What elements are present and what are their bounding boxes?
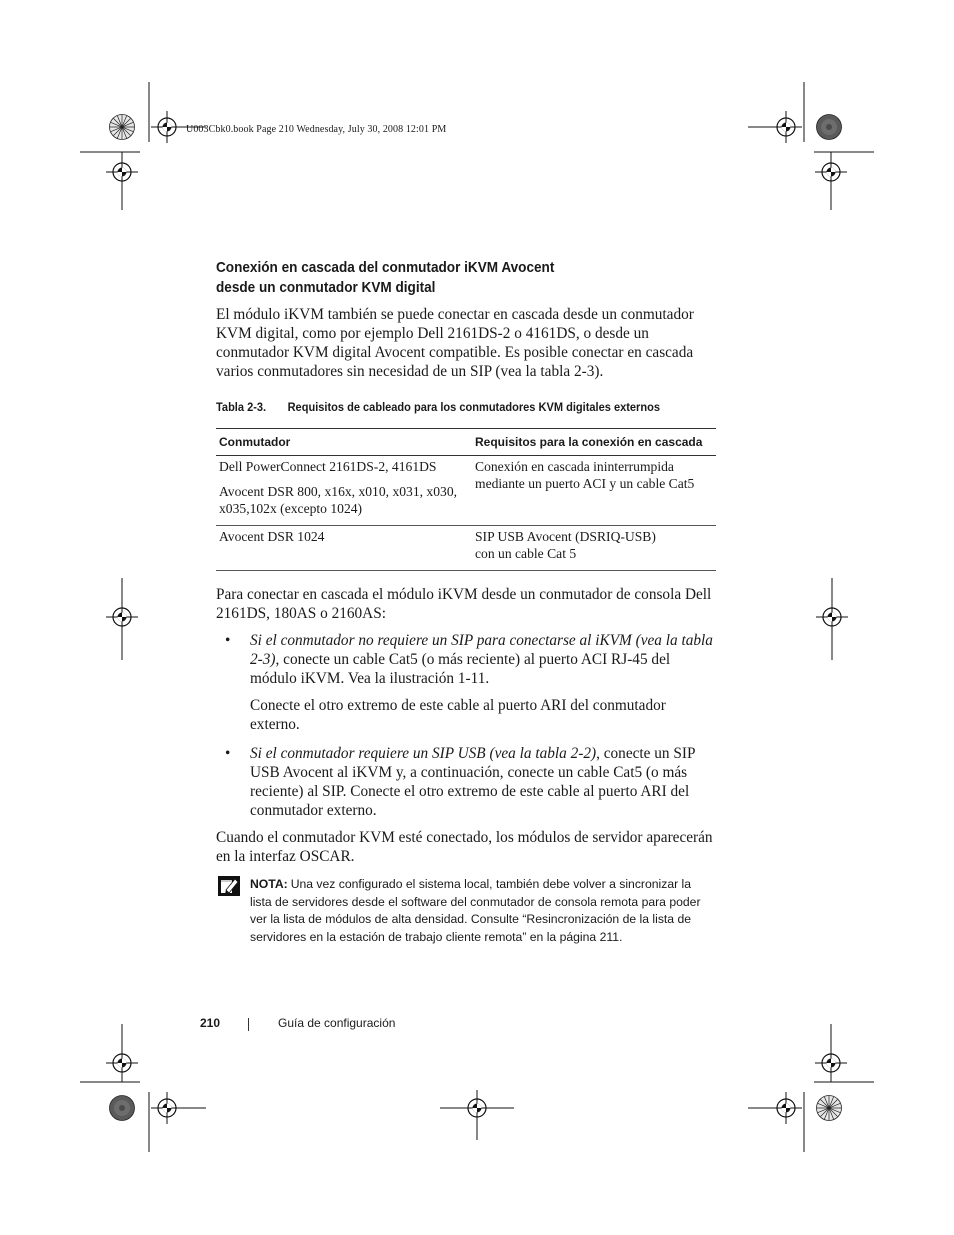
list-item-subparagraph: Conecte el otro extremo de este cable al puerto ARI del conmutador externo.	[250, 697, 666, 733]
list-item-text: , conecte un cable Cat5 (o más reciente) al puerto ACI RJ-45 del módulo iKVM. Vea la ilustración 1-11.	[250, 651, 671, 687]
color-wheel-icon	[110, 1096, 135, 1121]
column-header-requirements: Requisitos para la conexión en cascada	[472, 429, 716, 456]
bullet-icon: •	[225, 745, 231, 762]
requirement-line: con un cable Cat 5	[475, 546, 577, 561]
crop-mark-top-left	[80, 82, 206, 210]
instruction-list	[216, 744, 716, 820]
crop-mark-top-right	[748, 82, 874, 210]
table-header-row	[216, 429, 716, 456]
registration-mark-icon	[106, 1047, 138, 1079]
note-text	[250, 876, 716, 946]
table-caption-number: Tabla 2-3.	[216, 400, 267, 414]
list-item-condition: Si el conmutador no requiere un SIP para conectarse al iKVM (vea la tabla 2-3)	[250, 632, 713, 668]
table-cell-switch	[216, 456, 472, 526]
footer-title: Guía de configuración	[278, 1016, 396, 1030]
registration-mark-icon	[106, 601, 138, 633]
table-caption-title: Requisitos de cableado para los conmutadores KVM digitales externos	[287, 400, 660, 414]
page-number: 210	[200, 1016, 221, 1030]
note-label: NOTA:	[250, 877, 288, 891]
bullet-icon: •	[225, 632, 231, 649]
registration-mark-icon	[151, 1092, 183, 1124]
section-heading-line1: Conexión en cascada del conmutador iKVM Avocent	[216, 260, 555, 276]
list-item-condition: Si el conmutador requiere un SIP USB (vea la tabla 2-2)	[250, 745, 597, 762]
switch-name: Dell PowerConnect 2161DS-2, 4161DS	[219, 459, 437, 474]
registration-mark-icon	[816, 601, 848, 633]
registration-mark-icon	[461, 1092, 493, 1124]
table-row	[216, 526, 716, 571]
column-header-switch: Conmutador	[216, 429, 472, 456]
list-item	[216, 631, 716, 688]
requirement-line: SIP USB Avocent (DSRIQ-USB)	[475, 529, 656, 544]
registration-mark-icon	[770, 111, 802, 143]
page-content	[216, 258, 716, 946]
print-header: U003Cbk0.book Page 210 Wednesday, July 30, 2008 12:01 PM	[186, 124, 447, 135]
closing-paragraph: Cuando el conmutador KVM esté conectado, los módulos de servidor aparecerán en la interfaz OSCAR.	[216, 829, 713, 865]
table-cell-switch: Avocent DSR 1024	[216, 526, 472, 571]
switch-name: Avocent DSR 800, x16x, x010, x031, x030, x035,102x (excepto 1024)	[219, 484, 458, 516]
registration-mark-icon	[106, 156, 138, 188]
registration-mark-icon	[815, 1047, 847, 1079]
instruction-list	[216, 631, 716, 688]
color-wheel-icon	[817, 115, 842, 140]
table-row	[216, 456, 716, 526]
registration-mark-icon	[815, 156, 847, 188]
registration-mark-icon	[770, 1092, 802, 1124]
section-heading	[216, 258, 681, 298]
table-cell-requirement: Conexión en cascada ininterrumpida mediante un puerto ACI y un cable Cat5	[472, 456, 716, 526]
color-wheel-icon	[817, 1096, 842, 1121]
cabling-requirements-table	[216, 428, 716, 571]
crop-mark-bottom-left	[80, 1024, 206, 1152]
table-caption	[216, 399, 676, 415]
note-pencil-icon	[218, 876, 240, 896]
color-wheel-icon	[110, 115, 135, 140]
crop-mark-bottom-right	[748, 1024, 874, 1152]
list-item-text: , conecte un SIP USB Avocent al iKVM y, a continuación, conecte un cable Cat5 (o más reciente) al SIP. Conecte el otro extremo de este cable al puerto ARI del conmutador externo.	[250, 745, 695, 819]
table-cell-requirement	[472, 526, 716, 571]
note-box	[216, 876, 716, 946]
registration-mark-icon	[151, 111, 183, 143]
note-body: Una vez configurado el sistema local, también debe volver a sincronizar la lista de servidores desde el software del conmutador de consola remota para poder ver la lista de módulos de alta densidad. Consulte “Resincronización de la lista de servidores en la estación de trabajo cliente remota” en la página 211.	[250, 877, 701, 944]
cascade-instructions-intro: Para conectar en cascada el módulo iKVM desde un conmutador de consola Dell 2161DS, 180AS o 2160AS:	[216, 586, 712, 622]
list-item	[216, 744, 716, 820]
section-heading-line2: desde un conmutador KVM digital	[216, 280, 436, 296]
intro-paragraph: El módulo iKVM también se puede conectar en cascada desde un conmutador KVM digital, como por ejemplo Dell 2161DS-2 o 4161DS, o desde un conmutador KVM digital Avocent compatible. Es posible conectar en cascada varios conmutadores sin necesidad de un SIP (vea la tabla 2-3).	[216, 306, 694, 380]
footer-separator	[248, 1018, 249, 1031]
